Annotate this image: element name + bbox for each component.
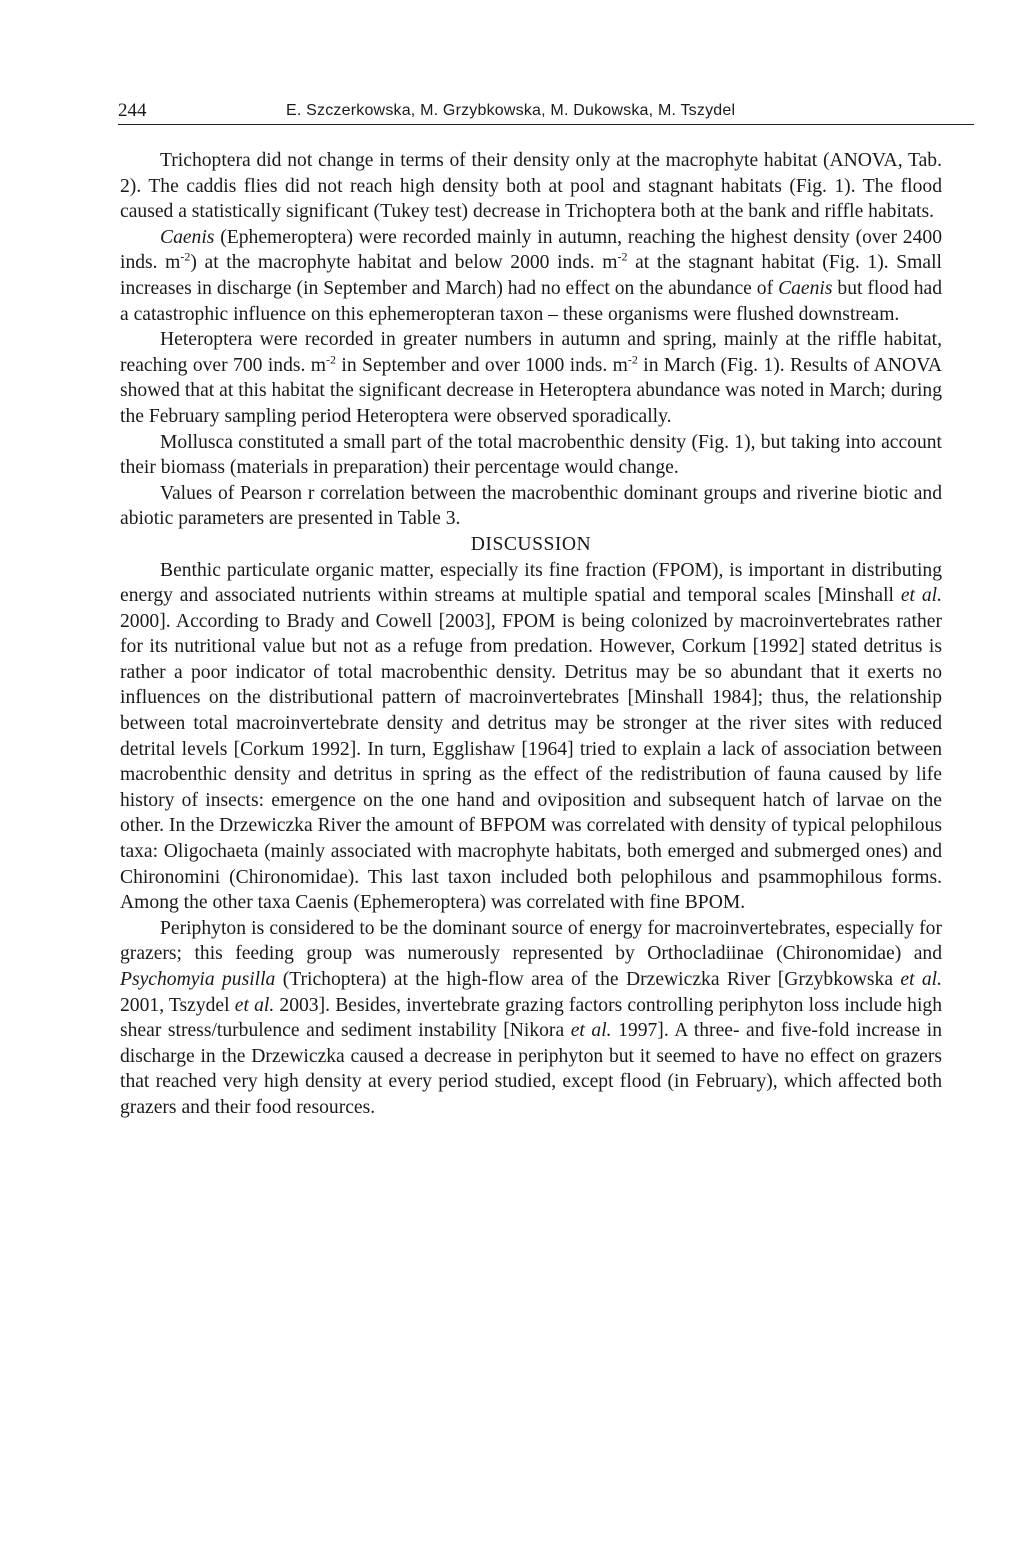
superscript: -2 (617, 249, 628, 264)
text-run: (Ephemeroptera) were recorded mainly in autumn, reaching the highest density (over 2400 inds. m (120, 226, 942, 274)
paragraph-caenis (120, 225, 942, 327)
text-run: Heteroptera were recorded in greater numbers in autumn and spring, mainly at the riffle habitat, reaching over 700 inds. m (120, 329, 942, 376)
paragraph-periphyton (120, 916, 942, 1121)
page-header (118, 98, 974, 125)
paragraph-heteroptera (120, 327, 942, 429)
text-run: Benthic particulate organic matter, especially its fine fraction (FPOM), is important in distributing energy and associated nutrients within streams at multiple spatial and temporal scales [Minshall (120, 559, 942, 607)
paragraph-pearson: Values of Pearson r correlation between the macrobenthic dominant groups and riverine biotic and abiotic parameters are presented in Table 3. (120, 482, 942, 530)
text-run: 2000]. According to Brady and Cowell [2003], FPOM is being colonized by macroinvertebrates rather for its nutritional value but not as a refuge from predation. However, Corkum [1992] stated detritus is rather a poor indicator of total macrobenthic density. Detritus may be so abundant that it exerts no influences on the distributional pattern of macroinvertebrates [Minshall 1984]; thus, the relationship between total macroinvertebrate density and detritus may be stronger at the river sites with reduced detrital levels [Corkum 1992]. In turn, Egglishaw [1964] tried to explain a lack of association between macrobenthic density and detritus in spring as the effect of the redistribution of fauna caused by life history of insects: emergence on the one hand and oviposition and subsequent hatch of larvae on the other. In the Drzewiczka River the amount of BFPOM was correlated with density of typical pelophilous taxa: Oligochaeta (mainly associated with macrophyte habitats, both emerged and submerged ones) and Chironomini (Chironomidae). This last taxon included both pelophilous and psammophilous forms. Among the other taxa Caenis (Ephemeroptera) was correlated with fine BPOM. (120, 610, 942, 914)
superscript: -2 (326, 352, 337, 367)
text-run: at the stagnant habitat (Fig. 1). Small increases in discharge (in September and March) had no effect on the abundance of (120, 252, 942, 299)
paragraph-trichoptera: Trichoptera did not change in terms of their density only at the macrophyte habitat (ANOVA, Tab. 2). The caddis flies did not reach high density both at pool and stagnant habitats (Fig. 1). The flood caused a statistically significant (Tukey test) decrease in Trichoptera both at the bank and riffle habitats. (120, 150, 942, 223)
page-number: 244 (118, 100, 147, 121)
section-heading-discussion: DISCUSSION (470, 533, 592, 555)
text-run: in March (Fig. 1). Results of ANOVA showed that at this habitat the significant decrease in Heteroptera abundance was noted in March; during the February sampling period Heteroptera were observed sporadically. (120, 354, 942, 427)
taxon-name: Caenis (160, 226, 215, 248)
species-name: Psychomyia pusilla (120, 969, 276, 990)
text-run: 2003]. Besides, invertebrate grazing factors controlling periphyton loss include high shear stress/turbulence and sediment instability [Nikora (120, 994, 943, 1042)
paragraph-bpom (120, 558, 942, 916)
superscript: -2 (627, 352, 638, 367)
text-run: Periphyton is considered to be the dominant source of energy for macroinvertebrates, especially for grazers; this feeding group was numerously represented by Orthocladiinae (Chironomidae) and (120, 917, 942, 965)
taxon-name: Caenis (778, 277, 833, 299)
text-run: 2001, Tszydel (120, 994, 235, 1016)
text-run: 1997]. A three- and five-fold increase in discharge in the Drzewiczka caused a decrease in periphyton but it seemed to have no effect on grazers that reached very high density at every period studied, except flood (in February), which affected both grazers and their food resources. (120, 1020, 942, 1118)
text-run: but flood had a catastrophic influence on this ephemeropteran taxon – these organisms were flushed downstream. (120, 277, 942, 325)
text-run: in September and over 1000 inds. m (336, 354, 628, 376)
et-al: et al. (570, 1020, 612, 1042)
et-al: et al. (234, 994, 275, 1016)
text-run: (Trichoptera) at the high-flow area of the Drzewiczka River [Grzybkowska (275, 969, 901, 990)
text-run: ) at the macrophyte habitat and below 2000 inds. m (190, 252, 618, 274)
superscript: -2 (180, 249, 191, 264)
running-head-authors: E. Szczerkowska, M. Grzybkowska, M. Dukowska, M. Tszydel (286, 102, 736, 119)
et-al: et al. (900, 969, 942, 990)
body-text (120, 148, 942, 1121)
et-al: et al. (900, 585, 942, 607)
paragraph-mollusca: Mollusca constituted a small part of the total macrobenthic density (Fig. 1), but taking into account their biomass (materials in preparation) their percentage would change. (120, 431, 942, 479)
